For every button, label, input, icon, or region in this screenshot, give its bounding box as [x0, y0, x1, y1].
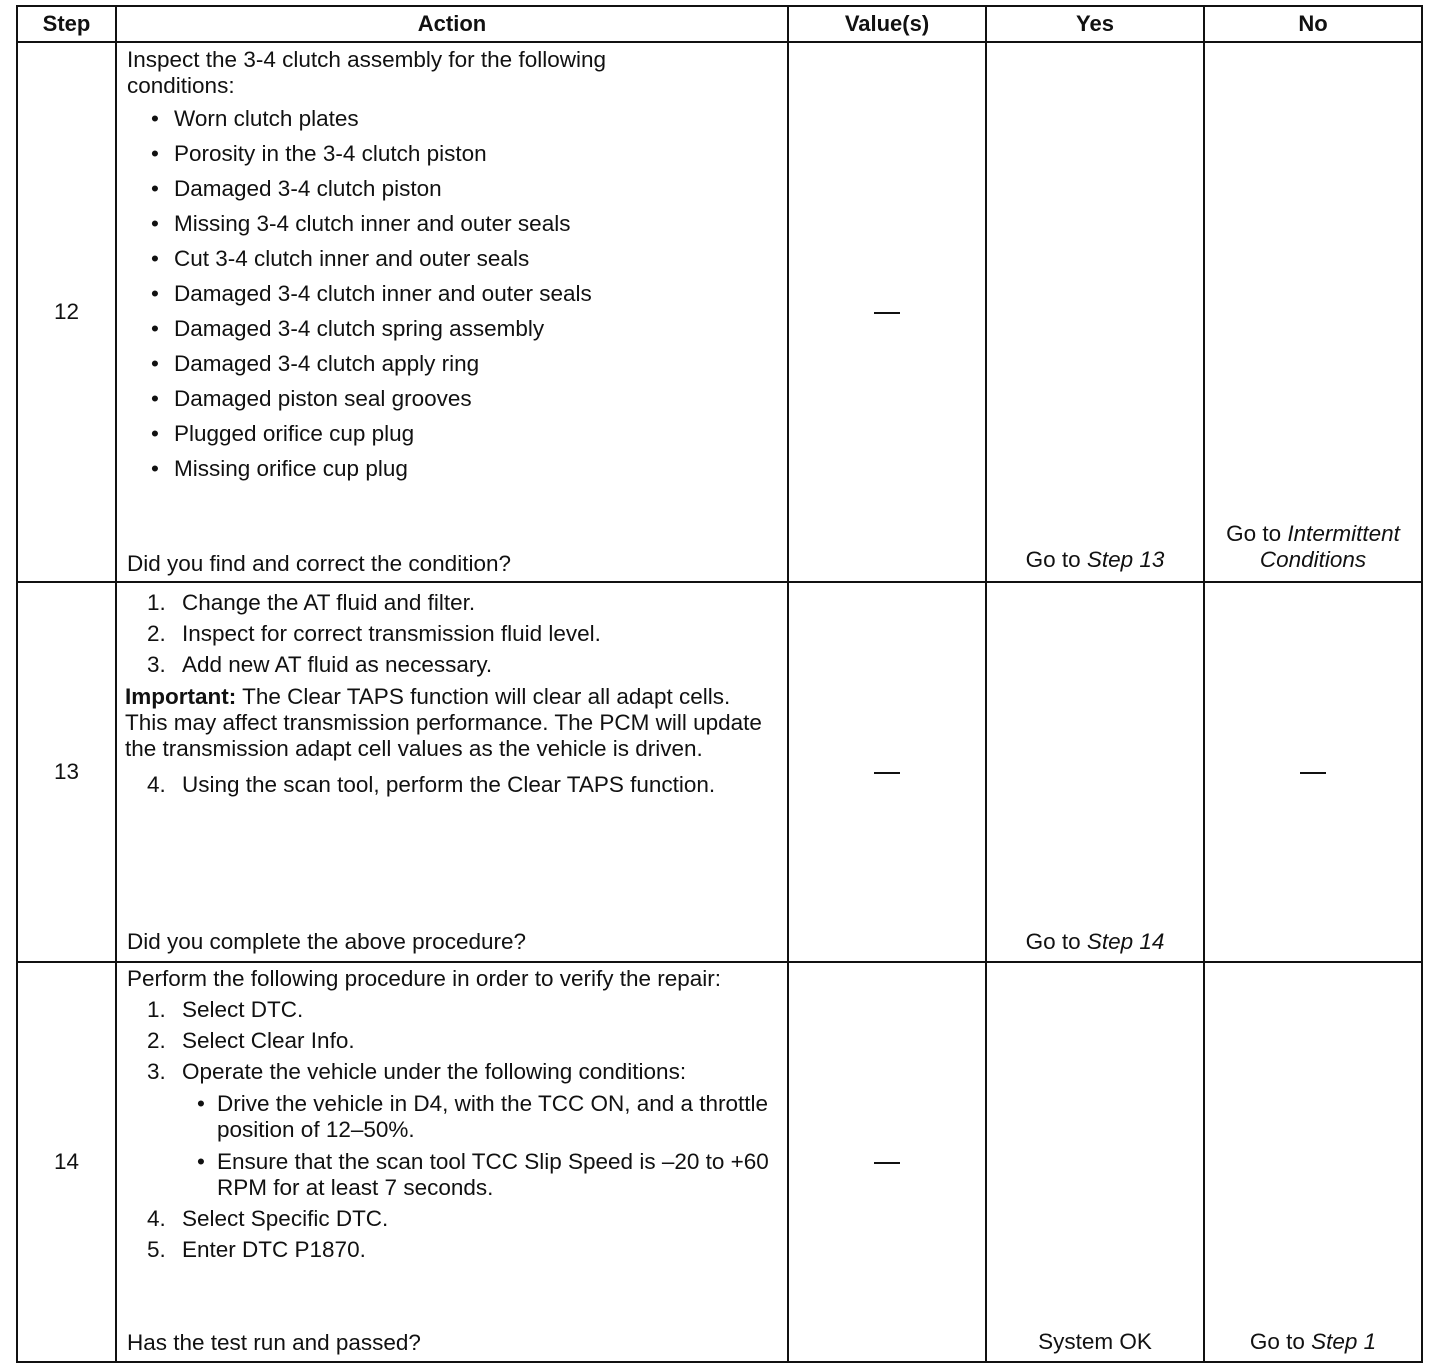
procedure-step-4 — [127, 772, 777, 798]
header-values: Value(s) — [788, 6, 986, 42]
value-dash — [874, 772, 900, 774]
condition-item: • Damaged 3-4 clutch spring assembly — [127, 316, 777, 342]
step-num: 2. — [147, 621, 166, 646]
action-question: Has the test run and passed? — [127, 1330, 421, 1355]
procedure-step — [127, 997, 777, 1023]
action-cell — [116, 962, 788, 1362]
procedure-step — [127, 590, 777, 616]
condition-item: • Damaged 3-4 clutch inner and outer seals — [127, 281, 777, 307]
yes-result[interactable] — [987, 929, 1203, 955]
step-num: 1. — [147, 997, 166, 1022]
yes-cell — [986, 962, 1204, 1362]
procedure-steps-continued — [127, 1206, 777, 1263]
condition-item: • Porosity in the 3-4 clutch piston — [127, 141, 777, 167]
condition-sublist — [127, 1091, 777, 1201]
value-cell — [788, 582, 986, 962]
step-num: 4. — [147, 1206, 166, 1231]
step-num: 3. — [147, 1059, 166, 1084]
no-prefix: Go to — [1249, 1329, 1312, 1354]
no-result[interactable] — [1205, 1329, 1421, 1355]
no-dash — [1300, 772, 1326, 774]
step-text: Operate the vehicle under the following conditions: — [182, 1059, 687, 1084]
important-label: Important: — [125, 684, 237, 709]
procedure-step — [127, 1028, 777, 1054]
yes-cell — [986, 582, 1204, 962]
yes-prefix: Go to — [1025, 547, 1087, 572]
step-text: Select Specific DTC. — [182, 1206, 389, 1231]
procedure-steps — [127, 590, 777, 678]
procedure-step — [127, 1237, 777, 1263]
procedure-step — [127, 1206, 777, 1232]
table-row-step-13 — [17, 582, 1422, 962]
table-header-row — [17, 6, 1422, 42]
procedure-step — [127, 621, 777, 647]
value-dash — [874, 1162, 900, 1164]
yes-link[interactable]: Step 13 — [1086, 547, 1165, 572]
step-num: 1. — [147, 590, 166, 615]
action-question: Did you complete the above procedure? — [127, 929, 527, 954]
table-row-step-12 — [17, 42, 1422, 582]
condition-item: • Missing orifice cup plug — [127, 456, 777, 482]
procedure-steps — [127, 997, 777, 1085]
step-num: 5. — [147, 1237, 166, 1262]
condition-item: • Damaged piston seal grooves — [127, 386, 777, 412]
yes-prefix: Go to — [1025, 929, 1087, 954]
condition-subitem: • Drive the vehicle in D4, with the TCC ON, and a throttle position of 12–50%. — [127, 1091, 777, 1143]
no-link[interactable]: Step 1 — [1311, 1329, 1377, 1354]
step-text: Enter DTC P1870. — [182, 1237, 366, 1262]
important-note — [125, 684, 777, 762]
step-num: 4. — [147, 772, 166, 797]
header-action: Action — [116, 6, 788, 42]
step-text: Select DTC. — [182, 997, 304, 1022]
value-cell — [788, 962, 986, 1362]
no-result[interactable] — [1205, 521, 1421, 573]
condition-item: • Damaged 3-4 clutch apply ring — [127, 351, 777, 377]
step-number: 13 — [17, 582, 116, 962]
action-intro: Perform the following procedure in order to verify the repair: — [127, 966, 722, 991]
condition-item: • Worn clutch plates — [127, 106, 777, 132]
condition-item: • Damaged 3-4 clutch piston — [127, 176, 777, 202]
step-num: 3. — [147, 652, 166, 677]
condition-item: • Cut 3-4 clutch inner and outer seals — [127, 246, 777, 272]
condition-item: • Missing 3-4 clutch inner and outer seals — [127, 211, 777, 237]
yes-result[interactable] — [987, 547, 1203, 573]
procedure-step — [127, 652, 777, 678]
header-no: No — [1204, 6, 1422, 42]
no-prefix: Go to — [1226, 521, 1288, 546]
condition-list — [127, 106, 777, 482]
yes-cell — [986, 42, 1204, 582]
no-cell — [1204, 962, 1422, 1362]
step-text: Select Clear Info. — [182, 1028, 355, 1053]
action-cell — [116, 582, 788, 962]
header-yes: Yes — [986, 6, 1204, 42]
no-cell — [1204, 582, 1422, 962]
no-cell — [1204, 42, 1422, 582]
yes-link[interactable]: Step 14 — [1086, 929, 1165, 954]
table-row-step-14 — [17, 962, 1422, 1362]
step-num: 2. — [147, 1028, 166, 1053]
step-text: Change the AT fluid and filter. — [182, 590, 476, 615]
action-question: Did you find and correct the condition? — [127, 551, 511, 576]
no-link[interactable]: Intermittent Conditions — [1259, 521, 1400, 572]
important-text: The Clear TAPS function will clear all adapt cells. This may affect transmission performance. The PCM will update the transmission adapt cell values as the vehicle is driven. — [125, 684, 762, 761]
step-text: Using the scan tool, perform the Clear TAPS function. — [182, 772, 716, 797]
step-number: 12 — [17, 42, 116, 582]
step-number: 14 — [17, 962, 116, 1362]
value-dash — [874, 312, 900, 314]
condition-subitem: • Ensure that the scan tool TCC Slip Speed is –20 to +60 RPM for at least 7 seconds. — [127, 1149, 777, 1201]
condition-item: • Plugged orifice cup plug — [127, 421, 777, 447]
header-step: Step — [17, 6, 116, 42]
step-text: Inspect for correct transmission fluid level. — [182, 621, 601, 646]
action-cell — [116, 42, 788, 582]
action-intro: Inspect the 3-4 clutch assembly for the following conditions: — [127, 47, 606, 98]
procedure-step — [127, 1059, 777, 1085]
yes-result[interactable]: System OK — [1038, 1329, 1152, 1354]
value-cell — [788, 42, 986, 582]
step-text: Add new AT fluid as necessary. — [182, 652, 493, 677]
diagnostic-table — [16, 5, 1423, 1363]
